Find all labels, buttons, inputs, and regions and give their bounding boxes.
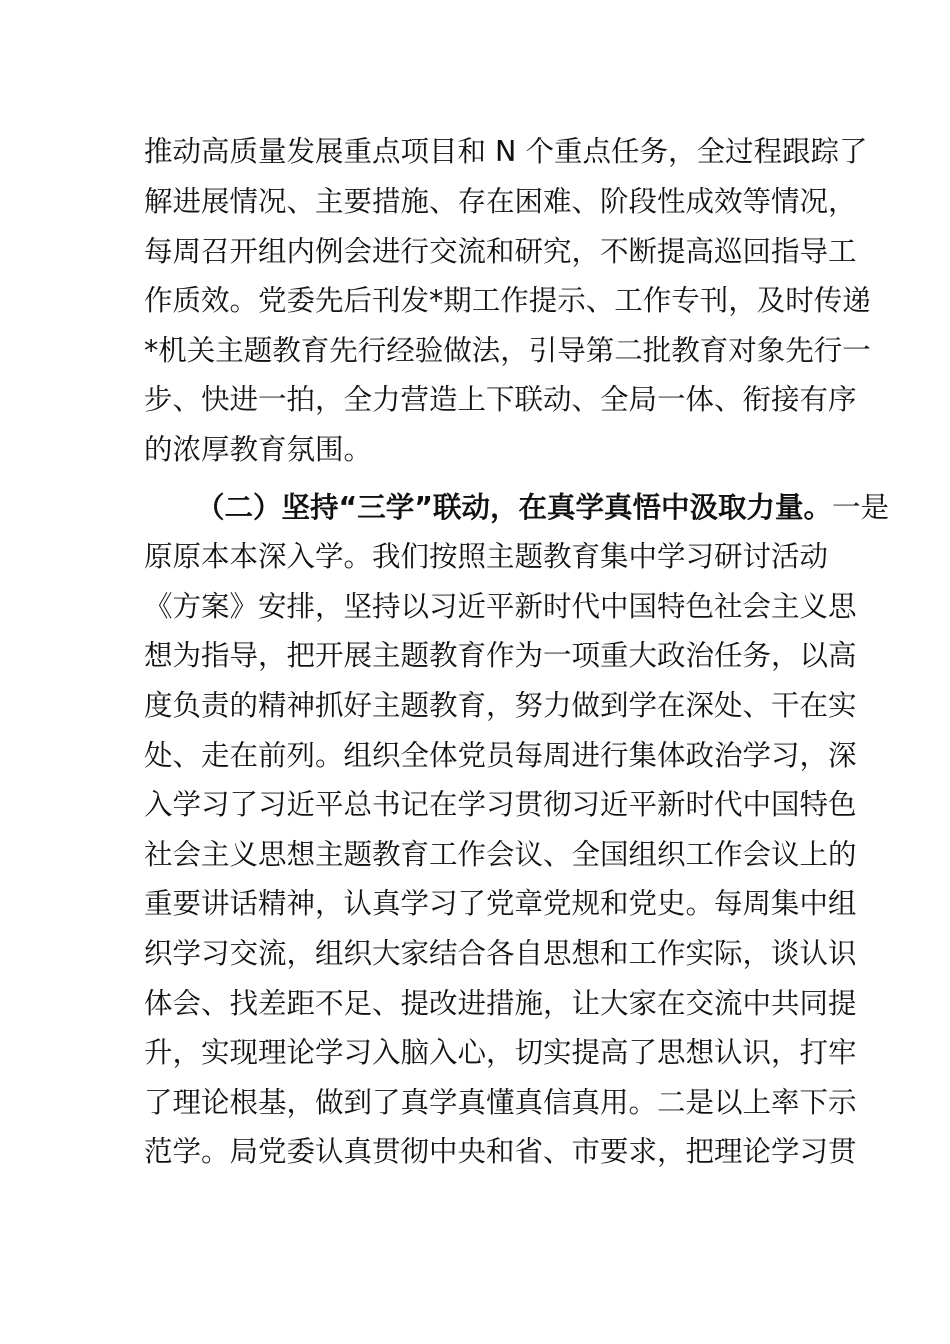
paragraph-line: 想为指导，把开展主题教育作为一项重大政治任务，以高	[144, 639, 857, 672]
section-heading-line	[196, 490, 889, 526]
paragraph-line: 步、快进一拍，全力营造上下联动、全局一体、衔接有序	[144, 383, 857, 416]
paragraph-line: 重要讲话精神，认真学习了党章党规和党史。每周集中组	[144, 887, 857, 920]
paragraph-line: 《方案》安排，坚持以习近平新时代中国特色社会主义思	[144, 590, 857, 623]
paragraph-line: 处、走在前列。组织全体党员每周进行集体政治学习，深	[144, 739, 857, 772]
paragraph-line: 度负责的精神抓好主题教育，努力做到学在深处、干在实	[144, 689, 857, 722]
paragraph-line: 解进展情况、主要措施、存在困难、阶段性成效等情况，	[144, 185, 857, 218]
paragraph-line: 升，实现理论学习入脑入心，切实提高了思想认识，打牢	[144, 1036, 857, 1069]
section-lead-text: 一是	[831, 491, 889, 524]
paragraph-line: 推动高质量发展重点项目和 N 个重点任务，全过程跟踪了	[144, 135, 868, 168]
paragraph-line: 作质效。党委先后刊发*期工作提示、工作专刊，及时传递	[144, 284, 871, 317]
paragraph-line: *机关主题教育先行经验做法，引导第二批教育对象先行一	[144, 334, 871, 367]
paragraph-line: 入学习了习近平总书记在学习贯彻习近平新时代中国特色	[144, 788, 857, 821]
paragraph-line: 织学习交流，组织大家结合各自思想和工作实际，谈认识	[144, 937, 857, 970]
paragraph-line: 每周召开组内例会进行交流和研究，不断提高巡回指导工	[144, 235, 857, 268]
paragraph-line: 社会主义思想主题教育工作会议、全国组织工作会议上的	[144, 838, 857, 871]
paragraph-line: 范学。局党委认真贯彻中央和省、市要求，把理论学习贯	[144, 1135, 857, 1168]
paragraph-line: 了理论根基，做到了真学真懂真信真用。二是以上率下示	[144, 1086, 857, 1119]
paragraph-line: 体会、找差距不足、提改进措施，让大家在交流中共同提	[144, 987, 857, 1020]
paragraph-line: 原原本本深入学。我们按照主题教育集中学习研讨活动	[144, 540, 829, 573]
paragraph-line: 的浓厚教育氛围。	[144, 433, 373, 466]
section-heading: （二）坚持“三学”联动，在真学真悟中汲取力量。	[196, 491, 832, 524]
